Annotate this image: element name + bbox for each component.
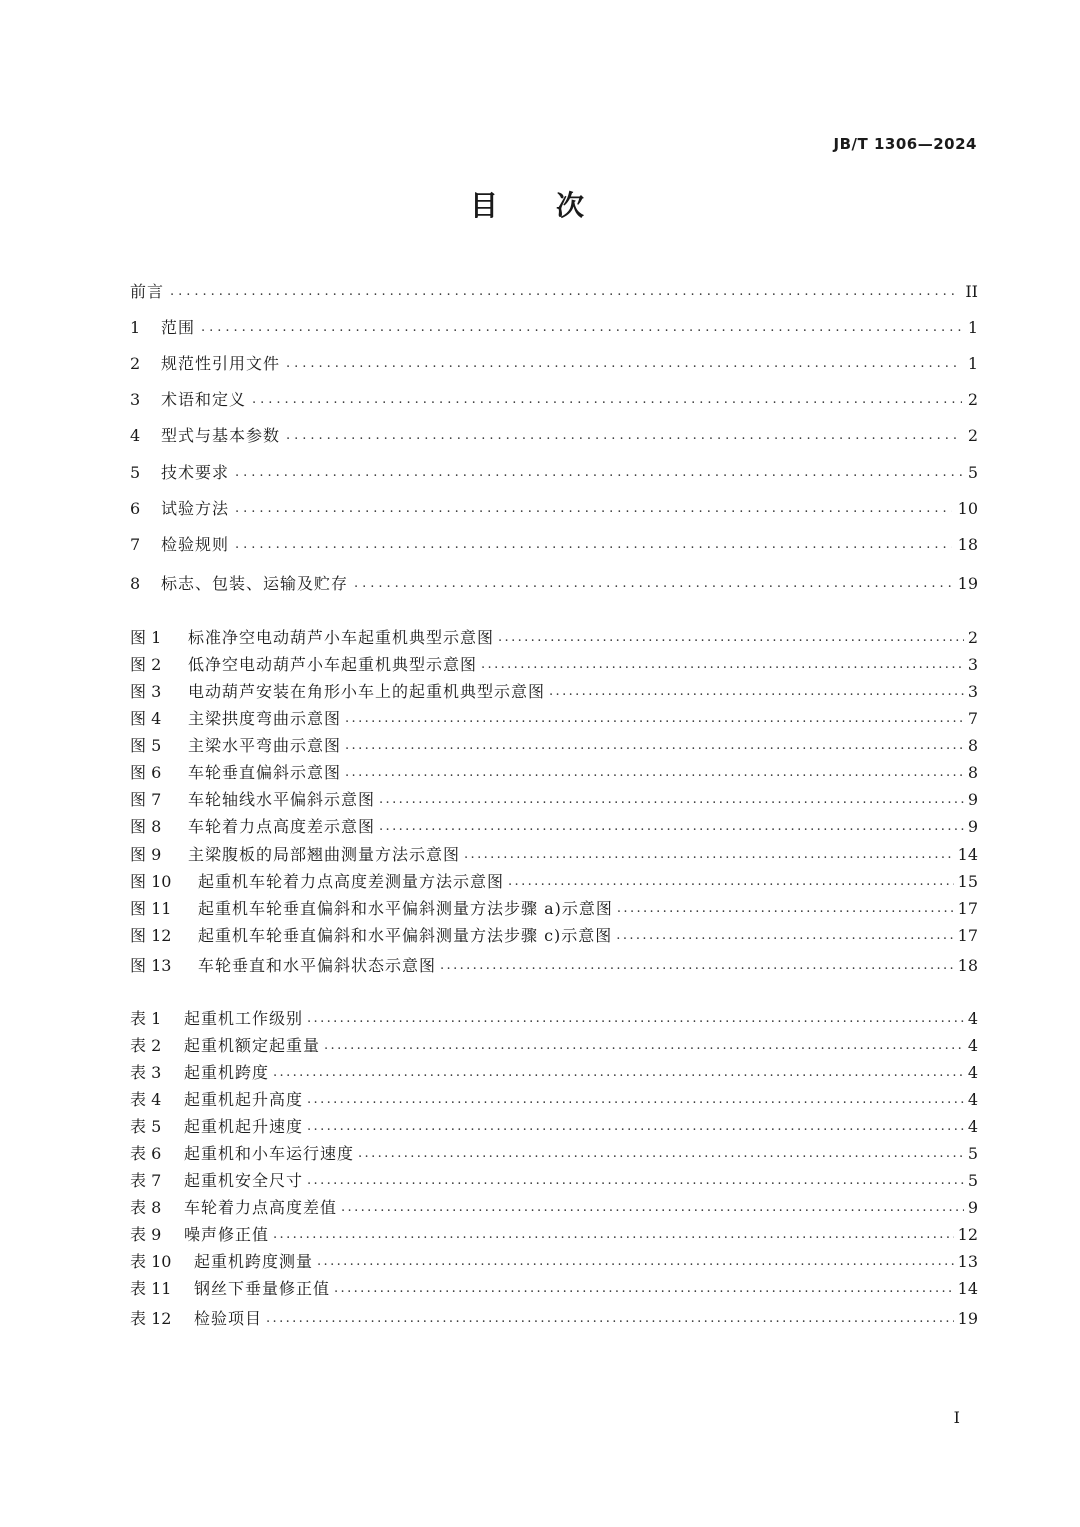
toc-number: 图 8 [130, 817, 162, 836]
toc-label: 起重机额定起重量 [184, 1036, 321, 1055]
toc-chapter-row[interactable] [130, 462, 978, 484]
toc-leader-dots [379, 789, 964, 811]
toc-number: 1 [130, 318, 141, 337]
toc-number: 表 9 [130, 1225, 162, 1244]
toc-table-row[interactable] [130, 1035, 978, 1057]
toc-leader-dots [464, 844, 954, 866]
toc-leader-dots [334, 1278, 954, 1300]
toc-label: 低净空电动葫芦小车起重机典型示意图 [188, 655, 478, 674]
toc-page-number: 2 [967, 390, 978, 409]
toc-page-number: 18 [957, 535, 978, 554]
toc-page-number: 3 [967, 682, 978, 701]
toc-label: 电动葫芦安装在角形小车上的起重机典型示意图 [188, 682, 546, 701]
toc-label: 起重机起升高度 [184, 1090, 304, 1109]
toc-number: 表 6 [130, 1144, 162, 1163]
toc-leader-dots [286, 425, 962, 447]
toc-label: 起重机车轮着力点高度差测量方法示意图 [198, 872, 505, 891]
toc-page-number: 5 [967, 1144, 978, 1163]
page-title: 目次 [469, 189, 642, 222]
toc-chapter-row[interactable] [130, 389, 978, 411]
toc-table-row[interactable] [130, 1008, 978, 1030]
toc-leader-dots [266, 1308, 954, 1330]
toc-label: 起重机和小车运行速度 [184, 1144, 355, 1163]
toc-figure-row[interactable] [130, 789, 978, 811]
toc-number: 图 10 [130, 872, 172, 891]
toc-number: 图 9 [130, 845, 162, 864]
toc-label: 检验项目 [194, 1309, 263, 1328]
toc-number: 表 2 [130, 1036, 162, 1055]
toc-page-number: 8 [967, 763, 978, 782]
toc-number: 表 8 [130, 1198, 162, 1217]
toc-label: 主梁水平弯曲示意图 [188, 736, 342, 755]
toc-chapter-row[interactable] [130, 425, 978, 447]
toc-label: 型式与基本参数 [161, 426, 281, 445]
toc-label: 起重机安全尺寸 [184, 1171, 304, 1190]
toc-table-row[interactable] [130, 1197, 978, 1219]
toc-leader-dots [235, 462, 962, 484]
toc-label: 试验方法 [161, 499, 230, 518]
toc-label: 标志、包装、运输及贮存 [161, 574, 349, 593]
toc-chapter-row[interactable] [130, 534, 978, 556]
toc-leader-dots [201, 317, 962, 339]
toc-table-row[interactable] [130, 1062, 978, 1084]
toc-label: 术语和定义 [161, 390, 247, 409]
toc-label: 前言 [130, 282, 165, 301]
toc-figure-row[interactable] [130, 654, 978, 676]
toc-page-number: 4 [967, 1117, 978, 1136]
toc-number: 图 12 [130, 926, 172, 945]
toc-number: 3 [130, 390, 141, 409]
toc-page-number: 4 [967, 1090, 978, 1109]
toc-page-number: 1 [967, 318, 978, 337]
toc-figure-row[interactable] [130, 708, 978, 730]
toc-figure-row[interactable] [130, 627, 978, 649]
toc-leader-dots [341, 1197, 964, 1219]
toc-leader-dots [379, 816, 964, 838]
toc-number: 表 12 [130, 1309, 172, 1328]
toc-number: 表 1 [130, 1009, 162, 1028]
toc-page-number: 4 [967, 1063, 978, 1082]
toc-figure-row[interactable] [130, 925, 978, 947]
toc-label: 起重机工作级别 [184, 1009, 304, 1028]
toc-leader-dots [498, 627, 964, 649]
toc-leader-dots [345, 762, 964, 784]
toc-leader-dots [358, 1143, 964, 1165]
toc-label: 起重机车轮垂直偏斜和水平偏斜测量方法步骤 c)示意图 [198, 926, 613, 945]
toc-table-row[interactable] [130, 1089, 978, 1111]
toc-page-number: 7 [967, 709, 978, 728]
toc-label: 范围 [161, 318, 196, 337]
toc-page-number: 2 [967, 426, 978, 445]
toc-label: 起重机跨度测量 [194, 1252, 314, 1271]
toc-page-number: 9 [967, 1198, 978, 1217]
toc-label: 车轮着力点高度差示意图 [188, 817, 376, 836]
toc-page-number: 17 [957, 926, 978, 945]
toc-page-number: 1 [967, 354, 978, 373]
toc-page-number: 19 [957, 1309, 978, 1328]
toc-page-number: 4 [967, 1009, 978, 1028]
toc-figure-row[interactable] [130, 735, 978, 757]
toc-page-number: 19 [957, 574, 978, 593]
toc-page-number: 4 [967, 1036, 978, 1055]
toc-figure-row[interactable] [130, 871, 978, 893]
toc-label: 主梁腹板的局部翘曲测量方法示意图 [188, 845, 461, 864]
toc-leader-dots [307, 1116, 964, 1138]
toc-page-number: 2 [967, 628, 978, 647]
toc-page-number: 12 [957, 1225, 978, 1244]
toc-number: 表 11 [130, 1279, 172, 1298]
toc-number: 图 2 [130, 655, 162, 674]
toc-leader-dots [354, 573, 952, 595]
toc-leader-dots [252, 389, 962, 411]
toc-leader-dots [440, 955, 954, 977]
toc-number: 7 [130, 535, 141, 554]
toc-figure-row[interactable] [130, 898, 978, 920]
toc-leader-dots [508, 871, 954, 893]
toc-label: 检验规则 [161, 535, 230, 554]
toc-chapter-row[interactable] [130, 498, 978, 520]
toc-figure-row[interactable] [130, 955, 978, 977]
toc-page-number: 5 [967, 463, 978, 482]
toc-figure-row[interactable] [130, 762, 978, 784]
toc-leader-dots [616, 925, 953, 947]
toc-label: 起重机起升速度 [184, 1117, 304, 1136]
toc-table-row[interactable] [130, 1170, 978, 1192]
toc-label: 车轮轴线水平偏斜示意图 [188, 790, 376, 809]
toc-chapter-row[interactable] [130, 353, 978, 375]
toc-label: 起重机跨度 [184, 1063, 270, 1082]
toc-table-row[interactable] [130, 1143, 978, 1165]
toc-page-number: 14 [957, 845, 978, 864]
toc-chapter-row[interactable] [130, 317, 978, 339]
toc-label: 主梁拱度弯曲示意图 [188, 709, 342, 728]
toc-number: 图 7 [130, 790, 162, 809]
toc-label: 车轮垂直偏斜示意图 [188, 763, 342, 782]
toc-table-row[interactable] [130, 1224, 978, 1246]
toc-number: 表 7 [130, 1171, 162, 1190]
toc-number: 图 4 [130, 709, 162, 728]
toc-table-row[interactable] [130, 1116, 978, 1138]
toc-page-number: 14 [957, 1279, 978, 1298]
toc-number: 表 10 [130, 1252, 172, 1271]
toc-leader-dots [235, 534, 952, 556]
toc-number: 表 4 [130, 1090, 162, 1109]
toc-table-row[interactable] [130, 1251, 978, 1273]
toc-number: 图 13 [130, 956, 172, 975]
toc-table-row[interactable] [130, 1308, 978, 1330]
toc-leader-dots [307, 1170, 964, 1192]
toc-chapter-row[interactable] [130, 573, 978, 595]
toc-figure-row[interactable] [130, 681, 978, 703]
toc-number: 2 [130, 354, 141, 373]
toc-number: 8 [130, 574, 141, 593]
toc-number: 图 11 [130, 899, 172, 918]
toc-leader-dots [317, 1251, 954, 1273]
toc-label: 车轮着力点高度差值 [184, 1198, 338, 1217]
toc-number: 图 6 [130, 763, 162, 782]
toc-label: 噪声修正值 [184, 1225, 270, 1244]
toc-page-number: II [965, 282, 978, 301]
toc-number: 5 [130, 463, 141, 482]
toc-page-number: 15 [957, 872, 978, 891]
toc-number: 6 [130, 499, 141, 518]
toc-leader-dots [549, 681, 964, 703]
toc-label: 规范性引用文件 [161, 354, 281, 373]
toc-label: 标准净空电动葫芦小车起重机典型示意图 [188, 628, 495, 647]
standard-code: JB/T 1306—2024 [833, 135, 977, 153]
toc-leader-dots [170, 281, 959, 303]
toc-label: 技术要求 [161, 463, 230, 482]
toc-number: 表 5 [130, 1117, 162, 1136]
toc-label: 起重机车轮垂直偏斜和水平偏斜测量方法步骤 a)示意图 [198, 899, 613, 918]
toc-leader-dots [235, 498, 952, 520]
toc-label: 钢丝下垂量修正值 [194, 1279, 331, 1298]
toc-number: 图 3 [130, 682, 162, 701]
toc-leader-dots [345, 708, 964, 730]
toc-leader-dots [273, 1224, 954, 1246]
toc-figure-row[interactable] [130, 844, 978, 866]
toc-page-number: 10 [957, 499, 978, 518]
toc-page-number: 8 [967, 736, 978, 755]
toc-leader-dots [307, 1008, 964, 1030]
toc-number: 图 5 [130, 736, 162, 755]
toc-page-number: 18 [957, 956, 978, 975]
toc-leader-dots [286, 353, 962, 375]
toc-figure-row[interactable] [130, 816, 978, 838]
toc-leader-dots [273, 1062, 964, 1084]
toc-leader-dots [481, 654, 964, 676]
toc-number: 表 3 [130, 1063, 162, 1082]
toc-leader-dots [324, 1035, 964, 1057]
toc-page-number: 17 [957, 899, 978, 918]
toc-leader-dots [307, 1089, 964, 1111]
toc-table-row[interactable] [130, 1278, 978, 1300]
toc-page-number: 9 [967, 790, 978, 809]
toc-page-number: 3 [967, 655, 978, 674]
page-number: I [953, 1408, 960, 1427]
toc-chapter-row[interactable] [130, 281, 978, 303]
toc-leader-dots [617, 898, 954, 920]
toc-label: 车轮垂直和水平偏斜状态示意图 [198, 956, 437, 975]
toc-number: 图 1 [130, 628, 162, 647]
toc-page-number: 13 [957, 1252, 978, 1271]
toc-leader-dots [345, 735, 964, 757]
toc-page-number: 5 [967, 1171, 978, 1190]
toc-page-number: 9 [967, 817, 978, 836]
toc-number: 4 [130, 426, 141, 445]
